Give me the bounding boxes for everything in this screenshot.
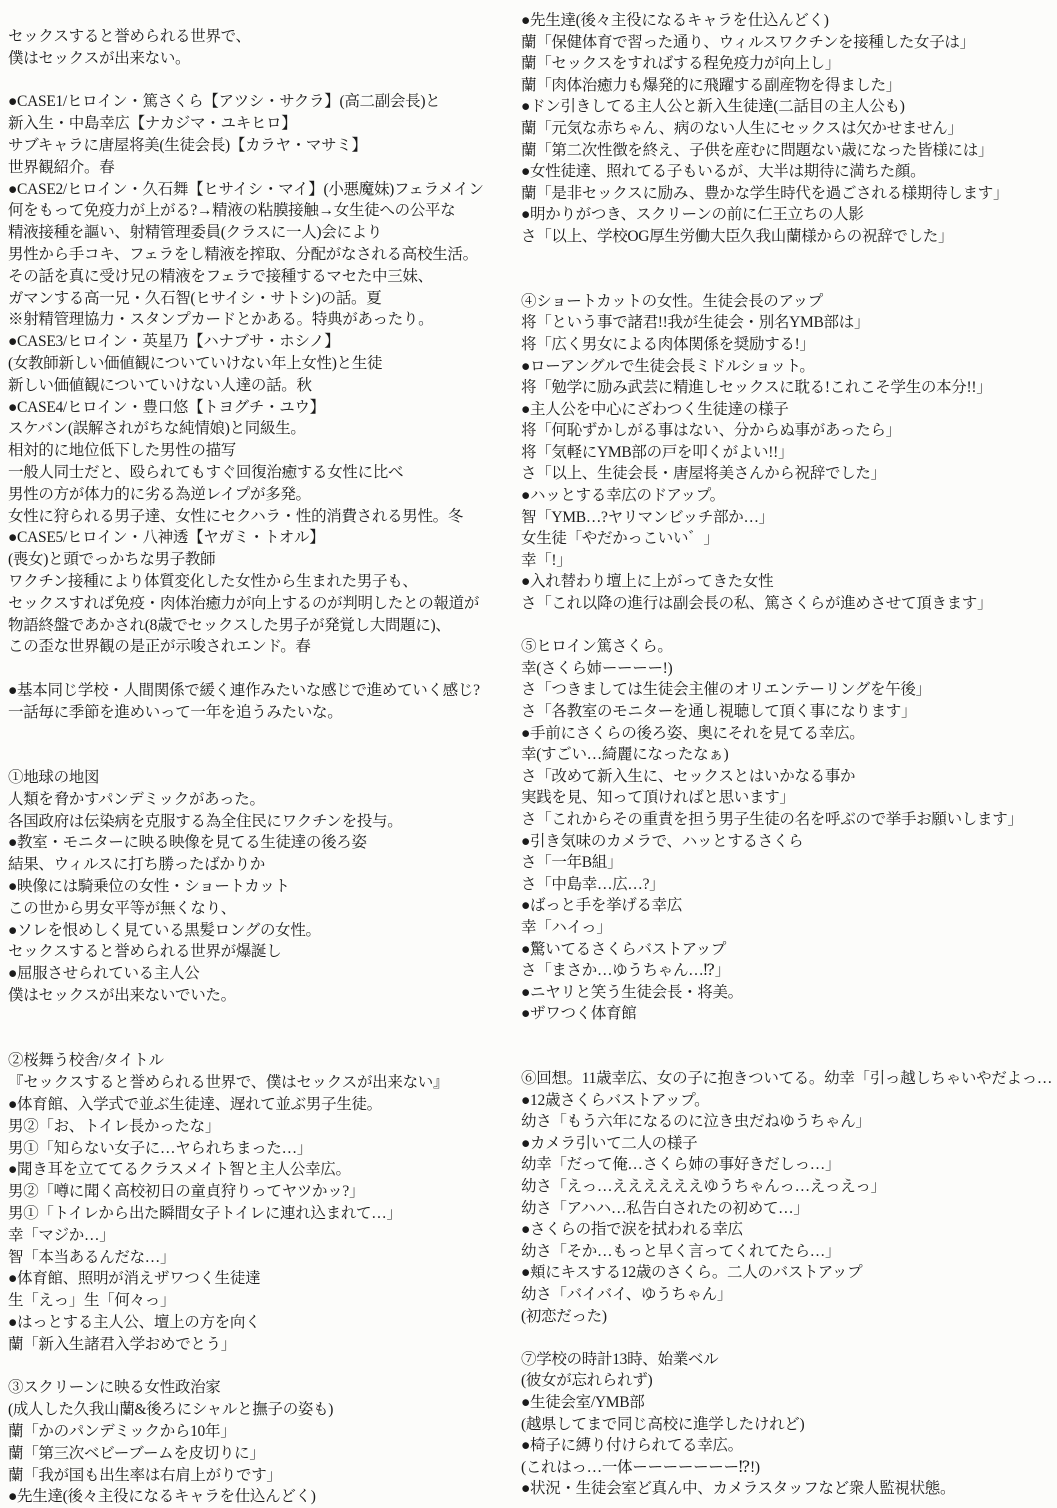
script-line: その話を真に受け兄の精液をフェラで接種するマセた中三妹、 (8, 267, 433, 285)
blank-line (521, 269, 1057, 291)
script-line: 蘭「第三次ベビーブームを皮切りに」 (8, 1444, 265, 1462)
script-line: 幼さ「もう六年になるのに泣き虫だねゆうちゃん」 (521, 1113, 871, 1131)
script-line: 蘭「是非セックスに励み、豊かな学生時代を過ごされる様期待します」 (521, 184, 1009, 202)
script-line: さ「一年B組」 (521, 854, 623, 872)
script-line: さ「つきましては生徒会主催のオリエンテーリングを午後」 (521, 681, 931, 699)
script-line: ⑦学校の時計13時、始業ベル (521, 1350, 719, 1368)
script-line: 幸「!」 (521, 551, 572, 569)
script-line: この世から男女平等が無くなり、 (8, 899, 237, 917)
script-line: ●生徒会室/YMB部 (521, 1394, 645, 1411)
script-line: 結果、ウィルスに打ち勝ったばかりか (8, 856, 266, 874)
script-line: (これはっ…一体ーーーーーーー⁉!) (521, 1458, 760, 1476)
script-line: 人類を脅かすパンデミックがあった。 (8, 790, 265, 808)
script-line: 相対的に地位低下した男性の描写 (8, 442, 237, 460)
script-line: 生「えっ」生「何々っ」 (8, 1292, 176, 1310)
script-line: 智「本当あるんだな…」 (8, 1248, 176, 1266)
script-line: 僕はセックスが出来ないでいた。 (8, 987, 236, 1005)
script-line: さ「まさか…ゆうちゃん…⁉」 (521, 962, 730, 980)
script-line: さ「これ以降の進行は副会長の私、篤さくらが進めさせて頂きます」 (521, 595, 993, 613)
script-line: 蘭「我が国も出生率は右肩上がりです」 (8, 1466, 282, 1484)
script-line: セックスすれば免疫・肉体治癒力が向上するのが判明したとの報道が (8, 594, 480, 612)
script-line: ●カメラ引いて二人の様子 (521, 1134, 698, 1152)
script-line: ③スクリーンに映る女性政治家 (8, 1379, 221, 1397)
script-line: 蘭「新入生諸君入学おめでとう」 (8, 1335, 237, 1353)
script-line: セックスすると誉められる世界で、 (8, 28, 251, 45)
script-line: ワクチン接種により体質変化した女性から生まれた男子も、 (8, 572, 418, 590)
script-line: 各国政府は伝染病を克服する為全住民にワクチンを投与。 (8, 812, 403, 830)
script-line: 幼さ「バイバイ、ゆうちゃん」 (521, 1286, 733, 1304)
script-line: ●基本同じ学校・人間関係で緩く連作みたいな感じで進めていく感じ? (8, 681, 480, 699)
script-line: 蘭「セックスをすればする程免疫力が向上し」 (521, 55, 841, 73)
script-line: ●映像には騎乗位の女性・ショートカット (8, 878, 290, 896)
script-line: 新入生・中島幸広【ナカジマ・ユキヒロ】 (8, 115, 297, 133)
script-line: ●教室・モニターに映る映像を見てる生徒達の後ろ姿 (8, 834, 367, 852)
blank-line (521, 615, 1057, 637)
blank-line (8, 1356, 514, 1378)
script-line: ●CASE4/ヒロイン・豊口悠【トヨグチ・ユウ】 (8, 398, 325, 416)
script-line: 一話毎に季節を進めいって一年を追うみたいな。 (8, 703, 343, 721)
script-line: 男②「噂に聞く高校初日の童貞狩りってヤツかッ?」 (8, 1183, 365, 1201)
script-line: この歪な世界観の是正が示唆されエンド。春 (8, 638, 311, 656)
script-line: 幸「マジか…」 (8, 1226, 115, 1244)
script-line: 幼さ「えっ…ええええええゆうちゃんっ…えっえっ」 (521, 1178, 886, 1196)
script-line: ●ニヤリと笑う生徒会長・将美。 (521, 983, 743, 1001)
script-line: ●CASE5/ヒロイン・八神透【ヤガミ・トオル】 (8, 529, 325, 547)
script-line: 女性に狩られる男子達、女性にセクハラ・性的消費される男性。冬 (8, 507, 464, 525)
script-line: ●頬にキスする12歳のさくら。二人のバストアップ (521, 1264, 863, 1282)
script-line: 蘭「保健体育で習った通り、ウィルスワクチンを接種した女子は」 (521, 33, 975, 51)
script-line: ●聞き耳を立ててるクラスメイト智と主人公幸広。 (8, 1161, 351, 1179)
script-line: (初恋だった) (521, 1307, 607, 1325)
script-line: ●12歳さくらバストアップ。 (521, 1091, 710, 1109)
script-line: 将「気軽にYMB部の戸を叩くがよい!!」 (521, 443, 794, 461)
right-text-column (521, 10, 1057, 1500)
script-line: 将「という事で諸君!!我が生徒会・別名YMB部は」 (521, 314, 870, 332)
script-line: ●ばっと手を挙げる幸広 (521, 897, 683, 915)
script-line: ●ハッとする幸広のドアップ。 (521, 487, 725, 505)
script-line: 男①「知らない女子に…ヤられちまった…」 (8, 1139, 313, 1157)
script-line: 男①「トイレから出た瞬間女子トイレに連れ込まれて…」 (8, 1205, 402, 1223)
script-line: ●主人公を中心にざわつく生徒達の様子 (521, 400, 789, 418)
script-line: 男性から手コキ、フェラをし精液を搾取、分配がなされる高校生活。 (8, 245, 478, 263)
script-line: 物語終盤であかされ(8歳でセックスした男子が発覚し大問題に)、 (8, 616, 451, 634)
blank-line (8, 658, 514, 680)
script-line: ●ドン引きしてる主人公と新入生徒達(二話目の主人公も) (521, 98, 905, 116)
script-line: ●明かりがつき、スクリーンの前に仁王立ちの人影 (521, 206, 864, 224)
script-line: さ「以上、学校OG厚生労働大臣久我山蘭様からの祝辞でした」 (521, 227, 954, 245)
script-line: ●椅子に縛り付けられてる幸広。 (521, 1437, 743, 1455)
script-line: 一般人同士だと、殴られてもすぐ回復治癒する女性に比べ (8, 463, 404, 481)
script-line: スケバン(誤解されがちな純情娘)と同級生。 (8, 420, 306, 438)
blank-line (8, 745, 514, 767)
script-line: さ「中島幸…広…?」 (521, 875, 665, 893)
blank-line (8, 724, 514, 746)
script-line: ●手前にさくらの後ろ姿、奥にそれを見てる幸広。 (521, 724, 865, 742)
script-line: ※射精管理協力・スタンプカードとかある。特典があったり。 (8, 311, 434, 329)
blank-line (521, 1047, 1057, 1069)
script-line: 何をもって免疫力が上がる?→精液の粘膜接触→女生徒への公平な (8, 202, 456, 220)
script-line: ●ザワつく体育館 (521, 1005, 637, 1023)
script-line: ●CASE2/ヒロイン・久石舞【ヒサイシ・マイ】(小悪魔妹)フェラメイン (8, 180, 484, 198)
script-line: セックスすると誉められる世界が爆誕し (8, 943, 282, 961)
script-line: (女教師新しい価値観についていけない年上女性)と生徒 (8, 354, 383, 372)
script-line: ●引き気味のカメラで、ハッとするさくら (521, 832, 804, 850)
script-line: 幸(すごい…綺麗になったなぁ) (521, 746, 729, 764)
script-line: 蘭「肉体治癒力も爆発的に飛躍する副産物を得ました」 (521, 76, 902, 94)
script-line: ●ローアングルで生徒会長ミドルショット。 (521, 357, 815, 375)
script-line: (喪女)と頭でっかちな男子教師 (8, 551, 216, 569)
script-line: (彼女が忘れられず) (521, 1372, 653, 1390)
script-line: ①地球の地図 (8, 769, 100, 787)
script-line: 男②「お、トイレ長かったな」 (8, 1117, 221, 1135)
script-line: 蘭「元気な赤ちゃん、病のない人生にセックスは欠かせません」 (521, 119, 963, 137)
script-line: 幸(さくら姉ーーーー!) (521, 659, 673, 677)
script-line: ●屈服させられている主人公 (8, 965, 200, 983)
script-line: 将「何恥ずかしがる事はない、分からぬ事があったら」 (521, 422, 901, 440)
script-line: ④ショートカットの女性。生徒会長のアップ (521, 292, 823, 310)
script-line: 精液接種を謳い、射精管理委員(クラスに一人)会により (8, 224, 383, 242)
script-line: さ「以上、生徒会長・唐屋将美さんから祝辞でした」 (521, 465, 886, 483)
script-line: 世界観紹介。春 (8, 158, 115, 176)
script-line: さ「改めて新入生に、セックスとはいかなる事か (521, 767, 856, 785)
script-line: ガマンする高一兄・久石智(ヒサイシ・サトシ)の話。夏 (8, 289, 382, 307)
script-line: ⑤ヒロイン篤さくら。 (521, 638, 673, 656)
script-line: さ「これからその重責を担う男子生徒の名を呼ぶので挙手お願いします」 (521, 810, 1023, 828)
blank-line (8, 1007, 514, 1029)
script-line: ●女性徒達、照れてる子もいるが、大半は期待に満ちた顔。 (521, 163, 926, 181)
script-line: 幼幸「だって俺…さくら姉の事好きだしっ…」 (521, 1156, 841, 1174)
script-line: さ「各教室のモニターを通し視聴して頂く事になります」 (521, 703, 917, 720)
script-line: (越県してまで同じ高校に進学したけれど) (521, 1415, 805, 1433)
script-line: 幸「ハイっ」 (521, 918, 612, 936)
script-line: 男性の方が体力的に劣る為逆レイプが多発。 (8, 485, 311, 503)
script-line: ●先生達(後々主役になるキャラを仕込んどく) (521, 12, 829, 29)
script-line: 新しい価値観についていけない人達の話。秋 (8, 376, 312, 394)
blank-line (521, 1327, 1057, 1349)
script-line: サブキャラに唐屋将美(生徒会長)【カラヤ・マサミ】 (8, 136, 367, 154)
script-line: 女生徒「やだかっこいい゛」 (521, 530, 719, 548)
script-line: 智「YMB…?ヤリマンビッチ部か…」 (521, 508, 774, 526)
script-line: 『セックスすると誉められる世界で、僕はセックスが出来ない』 (8, 1074, 449, 1092)
script-line: 幼さ「そか…もっと早く言ってくれてたら…」 (521, 1242, 841, 1260)
script-line: 蘭「第二次性徴を終え、子供を産むに問題ない歳になった皆様には」 (521, 141, 994, 159)
script-line: 実践を見、知って頂ければと思います」 (521, 789, 795, 807)
script-line: ●入れ替わり壇上に上がってきた女性 (521, 573, 774, 591)
script-line: ⑥回想。11歳幸広、女の子に抱きついてる。幼幸「引っ越しちゃいやだよっ… (521, 1070, 1053, 1088)
script-line: ●CASE1/ヒロイン・篤さくら【アツシ・サクラ】(高二副会長)と (8, 93, 441, 111)
script-line: ②桜舞う校舎/タイトル (8, 1052, 164, 1070)
script-line: ●驚いてるさくらバストアップ (521, 940, 727, 958)
script-line: ●CASE3/ヒロイン・英星乃【ハナブサ・ホシノ】 (8, 333, 340, 351)
blank-line (521, 1025, 1057, 1047)
blank-line (8, 1029, 514, 1051)
left-text-column (8, 26, 514, 1508)
script-line: 幼さ「アハハ…私告白されたの初めて…」 (521, 1199, 809, 1217)
script-line: ●状況・生徒会室ど真ん中、カメラスタッフなど衆人監視状態。 (521, 1480, 956, 1498)
script-line: ●はっとする主人公、壇上の方を向く (8, 1314, 261, 1332)
script-line: ●体育館、入学式で並ぶ生徒達、遅れて並ぶ男子生徒。 (8, 1096, 382, 1114)
blank-line (8, 70, 514, 92)
blank-line (521, 248, 1057, 270)
script-line: (成人した久我山蘭&後ろにシャルと撫子の姿も) (8, 1401, 334, 1419)
script-line: 僕はセックスが出来ない。 (8, 49, 191, 67)
script-line: ●ソレを恨めしく見ている黒髪ロングの女性。 (8, 921, 321, 939)
script-line: 将「勉学に励み武芸に精進しセックスに耽る!これこそ学生の本分!!」 (521, 379, 992, 397)
script-line: 蘭「かのパンデミックから10年」 (8, 1423, 236, 1440)
script-line: ●先生達(後々主役になるキャラを仕込んどく) (8, 1488, 316, 1506)
script-line: ●さくらの指で涙を拭われる幸広 (521, 1221, 743, 1239)
script-line: 将「広く男女による肉体関係を奨励する!」 (521, 335, 815, 353)
script-line: ●体育館、照明が消えザワつく生徒達 (8, 1270, 261, 1288)
